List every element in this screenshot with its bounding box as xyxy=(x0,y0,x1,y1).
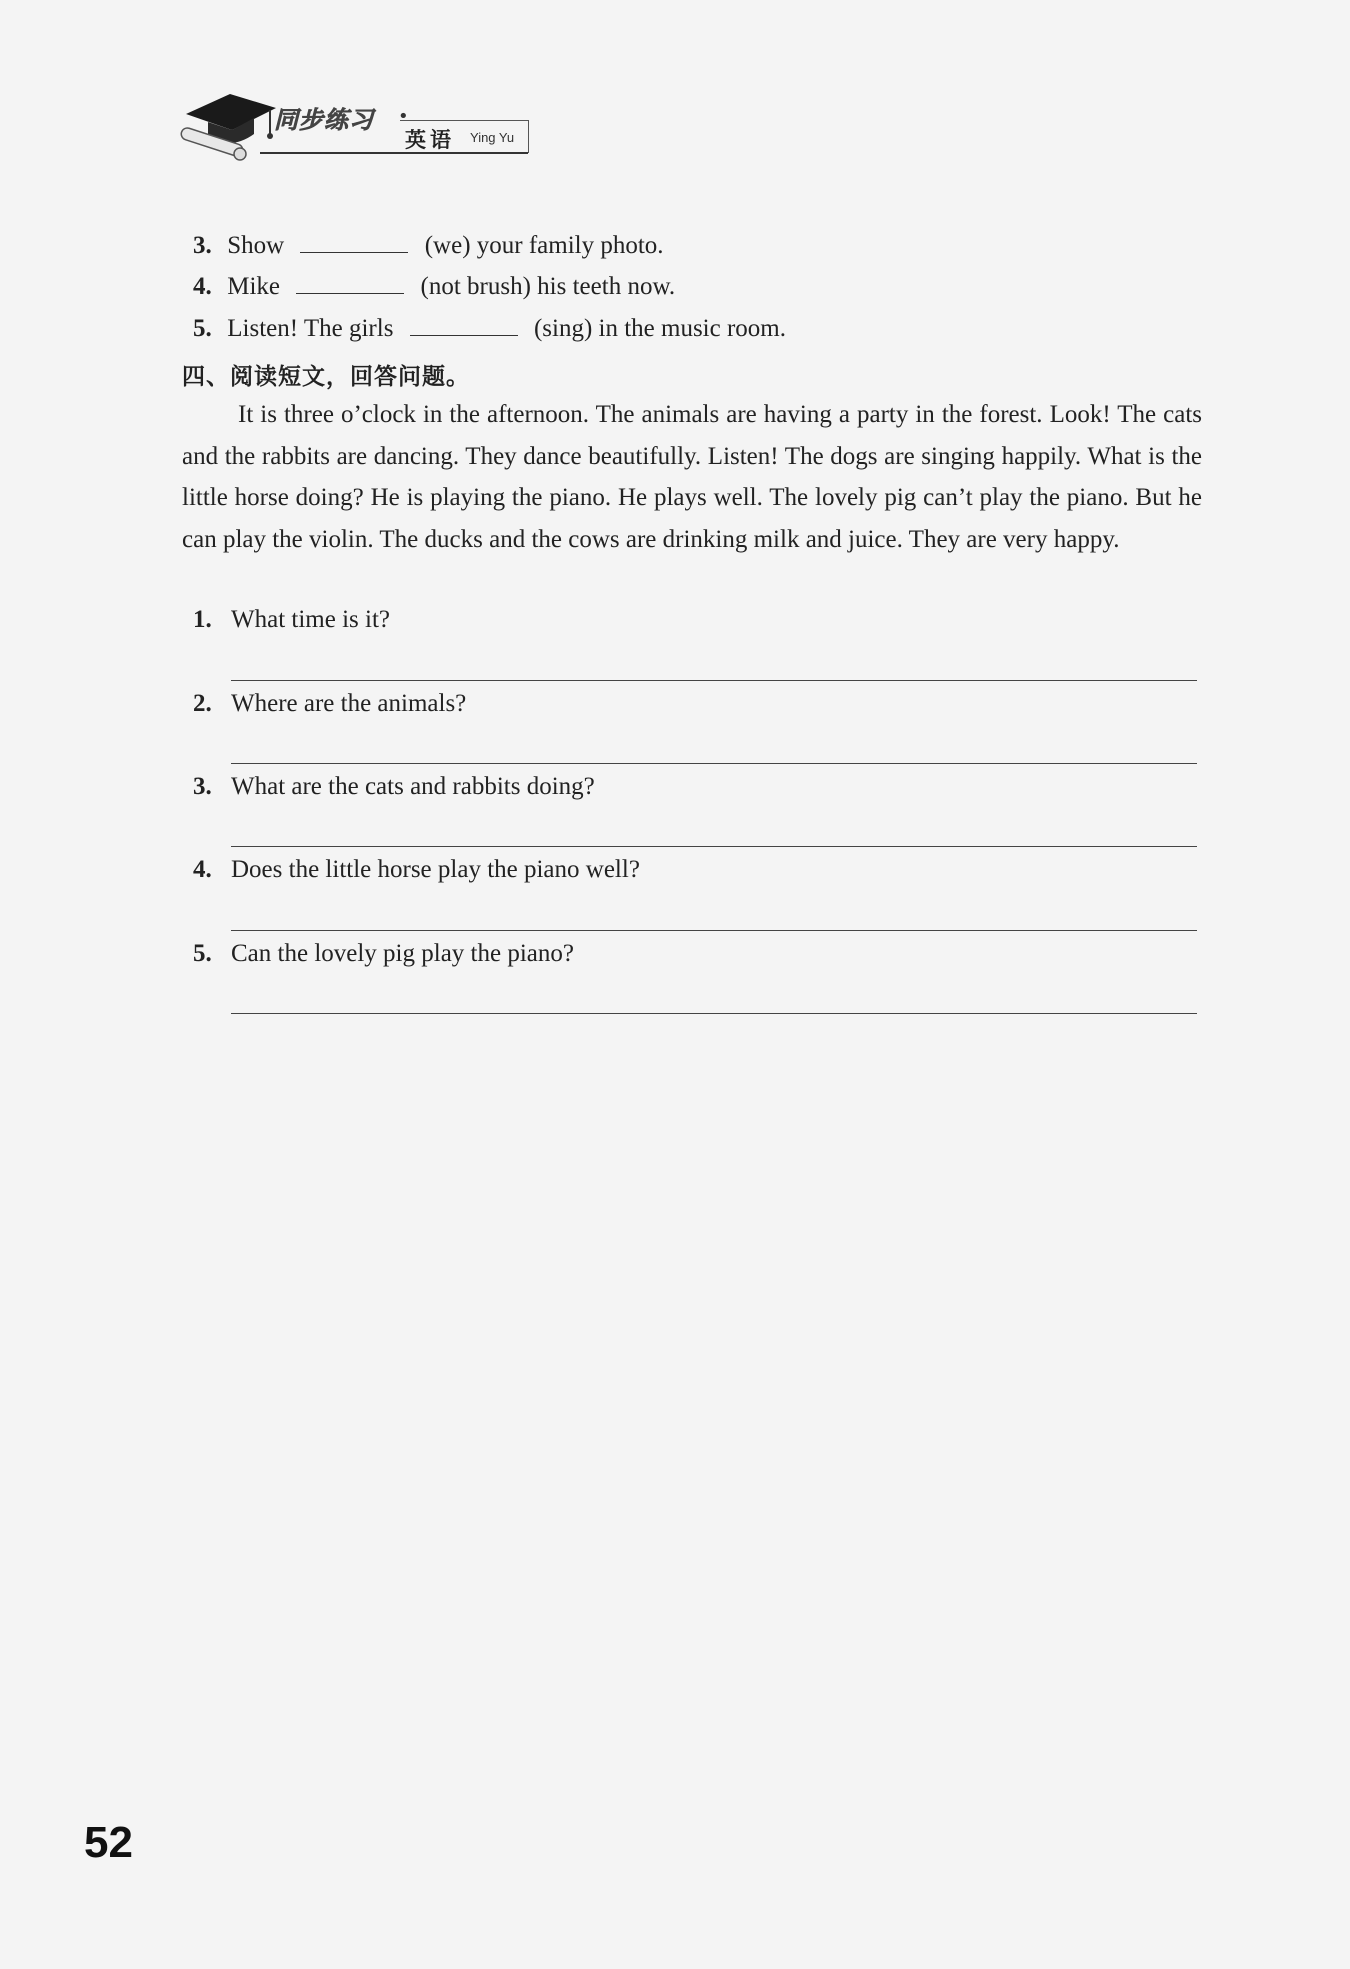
question-text: What are the cats and rabbits doing? xyxy=(231,773,595,800)
graduation-cap-icon xyxy=(178,84,278,162)
fill-in-item-4 xyxy=(193,271,675,301)
answer-blank[interactable] xyxy=(296,271,404,294)
question-number: 1. xyxy=(193,606,212,633)
question-text: What time is it? xyxy=(231,606,390,633)
item-text-hint: (not brush) his teeth now. xyxy=(420,273,676,300)
answer-line-3[interactable] xyxy=(231,846,1197,847)
question-2 xyxy=(193,690,466,718)
item-text-before: Show xyxy=(227,232,285,259)
item-number: 5. xyxy=(193,315,212,342)
question-text: Can the lovely pig play the piano? xyxy=(231,940,574,967)
item-text-hint: (we) your family photo. xyxy=(424,232,664,259)
question-text: Does the little horse play the piano well? xyxy=(231,856,640,883)
passage-text: It is three o’clock in the afternoon. The animals are having a party in the forest. Look! The cats and the rabbits are dancing. They dance beautifully. Listen! The dogs are singing happily. What is the little horse doing? He is playing the piano. He plays well. The lovely pig can’t play the piano. But he can play the violin. The ducks and the cows are drinking milk and juice. They are very happy. xyxy=(182,401,1202,553)
item-number: 4. xyxy=(193,273,212,300)
fill-in-item-3 xyxy=(193,230,664,260)
question-1 xyxy=(193,606,390,634)
subject-pinyin: Ying Yu xyxy=(470,130,515,145)
answer-line-2[interactable] xyxy=(231,763,1197,764)
question-number: 5. xyxy=(193,940,212,967)
answer-blank[interactable] xyxy=(410,313,518,336)
question-4 xyxy=(193,856,640,884)
header-rule xyxy=(260,152,528,154)
series-title: 同步练习 xyxy=(274,106,374,134)
answer-line-4[interactable] xyxy=(231,930,1197,931)
item-text-before: Listen! The girls xyxy=(227,315,394,342)
item-number: 3. xyxy=(193,232,212,259)
fill-in-item-5 xyxy=(193,313,786,343)
question-5 xyxy=(193,940,574,968)
page-header xyxy=(178,84,530,162)
item-text-before: Mike xyxy=(227,273,281,300)
answer-blank[interactable] xyxy=(300,230,408,253)
section-title: 四、阅读短文，回答问题。 xyxy=(182,364,470,390)
question-number: 4. xyxy=(193,856,212,883)
reading-passage xyxy=(182,394,1202,560)
page-number: 52 xyxy=(84,1818,133,1867)
answer-line-5[interactable] xyxy=(231,1013,1197,1014)
series-dot: • xyxy=(398,106,409,127)
item-text-hint: (sing) in the music room. xyxy=(533,315,786,342)
question-number: 2. xyxy=(193,690,212,717)
question-3 xyxy=(193,773,595,801)
subject-label: 英语 xyxy=(405,128,455,152)
question-text: Where are the animals? xyxy=(231,690,467,717)
question-number: 3. xyxy=(193,773,212,800)
answer-line-1[interactable] xyxy=(231,680,1197,681)
